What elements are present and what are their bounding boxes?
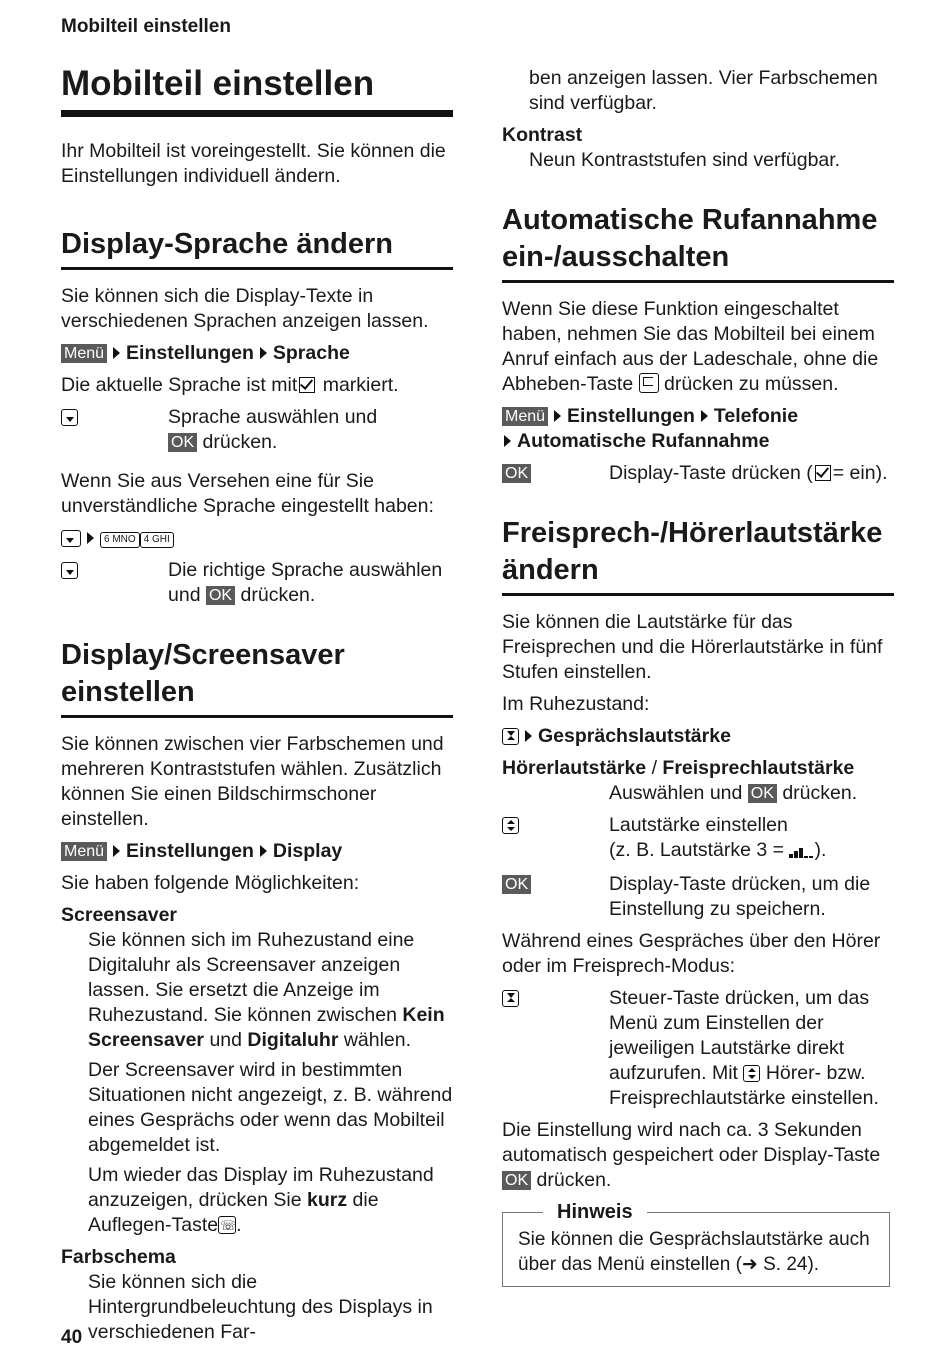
left-column	[61, 62, 453, 1345]
def-kontrast: Neun Kontraststufen sind verfügbar.	[529, 149, 841, 171]
control-key-up-icon	[502, 990, 519, 1007]
lang-key-sequence	[61, 526, 453, 551]
def-farbschema-cont: ben anzeigen lassen. Vier Farbschemen sind verfügbar.	[529, 67, 878, 114]
vol-intro: Sie können die Lautstärke für das Freisprechen und die Hörerlautstärke in fünf Stufen einstellen.	[502, 611, 883, 683]
hint-text: Sie können die Gesprächslautstärke auch über das Menü einstellen (➜ S. 24).	[518, 1229, 870, 1275]
vol-step-2: OK Display-Taste drücken, um die Einstellung zu speichern.	[502, 872, 894, 922]
menu-key: Menü	[502, 407, 548, 426]
running-header: Mobilteil einstellen	[61, 16, 231, 37]
vol-idle: Im Ruhezustand:	[502, 693, 650, 715]
vol-options: Hörerlautstärke / Freisprechlautstärke	[502, 757, 855, 779]
section-heading-display: Display/Screensaver einstellen	[61, 637, 453, 718]
arrow-right-icon	[260, 347, 267, 359]
arrow-right-icon	[113, 845, 120, 857]
display-options-cont	[502, 66, 894, 173]
auto-step: OK Display-Taste drücken ( = ein).	[502, 461, 894, 486]
display-intro: Sie können zwischen vier Farbschemen und mehreren Kontraststufen wählen. Zusätzlich können Sie einen Bildschirmschoner einstellen.	[61, 733, 444, 830]
def-screensaver-3: Um wieder das Display im Ruhezustand anzuzeigen, drücken Sie kurz die Auflegen-Taste☏ .	[61, 1163, 453, 1238]
arrow-right-icon	[504, 435, 511, 447]
lang-menu-path	[61, 341, 453, 366]
key-4-icon: 4 GHI	[140, 532, 174, 548]
talk-key-icon	[639, 373, 659, 393]
arrow-right-icon	[701, 410, 708, 422]
control-key-right-icon	[61, 530, 81, 547]
ok-key: OK	[168, 433, 197, 452]
control-key-updown-icon	[743, 1065, 760, 1082]
hint-box	[502, 1201, 890, 1287]
control-key-up-icon	[502, 728, 519, 745]
lang-step-1: Sprache auswählen und OK drücken.	[61, 405, 453, 455]
term-screensaver: Screensaver	[61, 904, 178, 926]
vol-step-3: Steuer-Taste drücken, um das Menü zum Einstellen der jeweiligen Lautstärke direkt aufzurufen. Mit Hörer- bzw. Freisprechlautstärke einstellen.	[502, 986, 894, 1111]
term-kontrast: Kontrast	[502, 124, 583, 146]
menu-key: Menü	[61, 344, 107, 363]
arrow-right-icon	[554, 410, 561, 422]
display-options-intro: Sie haben folgende Möglichkeiten:	[61, 872, 360, 894]
intro-text: Ihr Mobilteil ist voreingestellt. Sie können die Einstellungen individuell ändern.	[61, 140, 446, 187]
section-heading-language: Display-Sprache ändern	[61, 226, 453, 270]
lang-fallback-text: Wenn Sie aus Versehen eine für Sie unverständliche Sprache eingestellt haben:	[61, 470, 434, 517]
ok-key: OK	[206, 586, 235, 605]
vol-autosave: Die Einstellung wird nach ca. 3 Sekunden automatisch gespeichert oder Display-Taste OK drücken.	[502, 1119, 881, 1191]
def-farbschema: Sie können sich die Hintergrundbeleuchtung des Displays in verschiedenen Far-	[88, 1271, 433, 1343]
display-options	[61, 903, 453, 1345]
key-6-icon: 6 MNO	[100, 532, 140, 548]
ok-key: OK	[502, 464, 531, 483]
vol-menu-path: Gesprächslautstärke	[502, 724, 894, 749]
end-call-key-icon	[218, 1216, 236, 1234]
auto-intro: Wenn Sie diese Funktion eingeschaltet haben, nehmen Sie das Mobilteil bei einem Anruf einfach aus der Ladeschale, ohne die Abheben-Taste drücken zu müssen.	[502, 298, 879, 395]
menu-path-item: Sprache	[272, 342, 350, 364]
display-menu-path: Menü Einstellungen Display	[61, 839, 453, 864]
term-farbschema: Farbschema	[61, 1246, 176, 1268]
section-heading-volume: Freisprech-/Hörerlautstärke ändern	[502, 515, 894, 596]
auto-menu-path: Menü Einstellungen Telefonie Automatische Rufannahme	[502, 404, 894, 454]
menu-path-item: Einstellungen	[126, 342, 254, 364]
ok-key: OK	[502, 1171, 531, 1190]
hint-title: Hinweis	[543, 1200, 647, 1225]
volume-level-icon	[789, 840, 814, 865]
vol-step-1: Lautstärke einstellen (z. B. Lautstärke 3 = ).	[502, 813, 894, 865]
control-key-down-icon	[61, 562, 78, 579]
arrow-right-icon	[260, 845, 267, 857]
checkbox-checked-icon	[299, 377, 315, 393]
arrow-right-icon	[113, 347, 120, 359]
arrow-right-icon	[87, 532, 94, 544]
page-number: 40	[61, 1327, 83, 1348]
section-heading-auto-answer: Automatische Rufannahme ein-/ausschalten	[502, 202, 894, 283]
control-key-updown-icon	[502, 817, 519, 834]
arrow-right-icon	[525, 730, 532, 742]
vol-select-step: Auswählen und OK drücken.	[609, 782, 858, 804]
lang-intro: Sie können sich die Display-Texte in verschiedenen Sprachen anzeigen lassen.	[61, 285, 429, 332]
vol-during-call: Während eines Gespräches über den Hörer oder im Freisprech-Modus:	[502, 930, 881, 977]
ok-key: OK	[502, 875, 531, 894]
def-screensaver-2: Der Screensaver wird in bestimmten Situationen nicht angezeigt, z. B. während eines Gesprächs oder wenn das Mobilteil abgemeldet ist.	[88, 1059, 453, 1156]
lang-current: Die aktuelle Sprache ist mit markiert.	[61, 374, 399, 396]
checkbox-checked-icon	[815, 465, 831, 481]
right-column	[502, 66, 894, 1193]
control-key-down-icon	[61, 409, 78, 426]
lang-step-2: Die richtige Sprache auswählen und OK drücken.	[61, 558, 453, 608]
ok-key: OK	[748, 784, 777, 803]
page-title: Mobilteil einstellen	[61, 62, 453, 117]
def-screensaver-1: Sie können sich im Ruhezustand eine Digitaluhr als Screensaver anzeigen lassen. Sie ersetzt die Anzeige im Ruhezustand. Sie können zwischen Kein Screensaver und Digitaluhr wählen.	[88, 929, 445, 1051]
menu-key: Menü	[61, 842, 107, 861]
